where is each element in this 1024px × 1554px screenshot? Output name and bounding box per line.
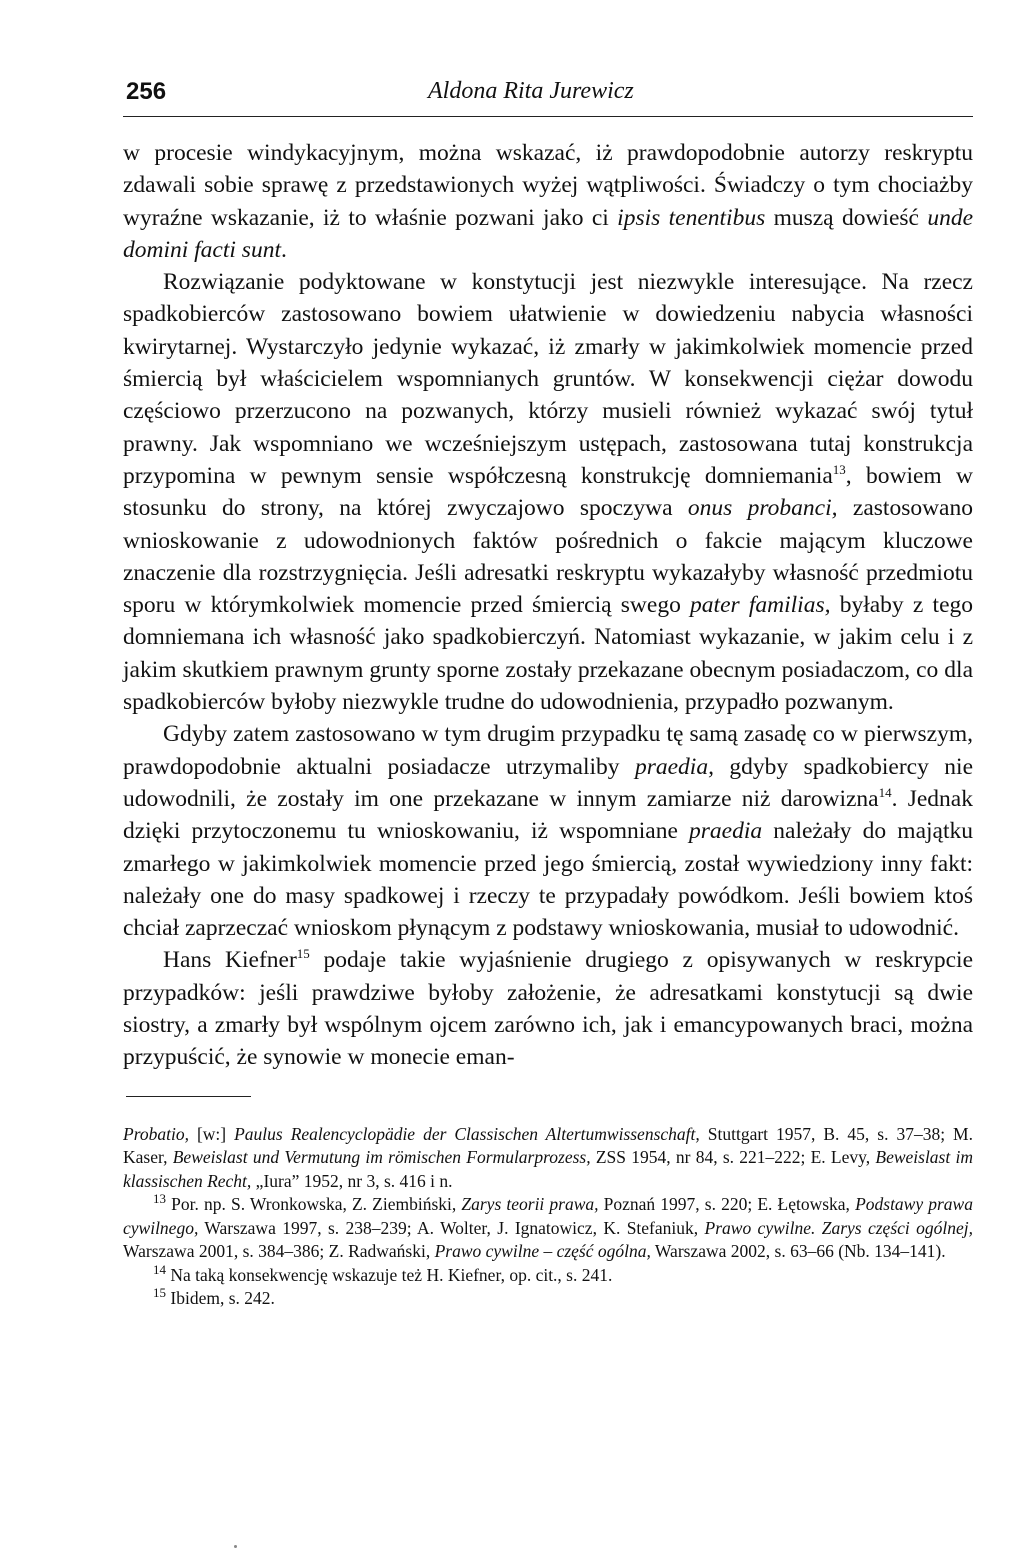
footnote: $^{13}$ Por. np. S. Wronkowska, Z. Ziembiński, Zarys teorii prawa, Poznań 1997, s. 220; E. Łętowska, Podstawy prawa cywilnego, Warszawa 1997, s. 238–239; A. Wolter, J. Ignatowicz, K. Stefaniuk, Prawo cywilne. Zarys części ogólnej, Warszawa 2001, s. 384–386; Z. Radwański, Prawo cywilne – część ogólna, Warszawa 2002, s. 63–66 (Nb. 134–141). bbox=[123, 1191, 973, 1262]
page bbox=[123, 72, 973, 1311]
paragraph: w procesie windykacyjnym, można wskazać, iż prawdopodobnie autorzy reskryptu zdawali sobie sprawę z przedstawionych wyżej wątpliwości. Świadczy o tym chociażby wyraźne wskazanie, iż to właśnie pozwani jako ci ipsis tenentibus muszą dowieść unde domini facti sunt. bbox=[123, 140, 973, 263]
footnote-ref: 13 bbox=[832, 462, 846, 478]
page-number: 256 bbox=[126, 78, 167, 105]
footnote-separator bbox=[126, 1096, 251, 1097]
page-header bbox=[123, 72, 973, 117]
footnote-ref: 14 bbox=[878, 785, 892, 801]
paragraph: Hans Kiefner$^{15}$ podaje takie wyjaśnienie drugiego z opisywanych w reskrypcie przypadków: jeśli prawdziwe byłoby założenie, że adresatkami konstytucji są dwie siostry, a zmarły był wspólnym ojcem zarówno ich, jak i emancypowanych braci, można przypuścić, że synowie w monecie eman- bbox=[123, 946, 973, 1071]
scan-speck bbox=[234, 1545, 237, 1548]
footnote-ref: 15 bbox=[296, 946, 310, 962]
footnotes bbox=[123, 1123, 973, 1311]
footnote: $^{15}$ Ibidem, s. 242. bbox=[153, 1285, 275, 1309]
running-head: Aldona Rita Jurewicz bbox=[428, 78, 634, 104]
footnote: $^{14}$ Na taką konsekwencję wskazuje też H. Kiefner, op. cit., s. 241. bbox=[153, 1261, 613, 1285]
footnote: Probatio, [w:] Paulus Realencyclopädie der Classischen Altertumwissenschaft, Stuttgart 1957, B. 45, s. 37–38; M. Kaser, Beweislast und Vermutung im römischen Formularprozess, ZSS 1954, nr 84, s. 221–222; E. Levy, Beweislast im klassischen Recht, „Iura” 1952, nr 3, s. 416 i n. bbox=[123, 1123, 973, 1191]
body-text bbox=[123, 137, 973, 1074]
paragraph: Rozwiązanie podyktowane w konstytucji jest niezwykle interesujące. Na rzecz spadkobierców zastosowano bowiem ułatwienie w dowiedzeniu nabycia własności kwirytarnej. Wystarczyło jedynie wykazać, iż zmarły w jakimkolwiek momencie przed śmiercią był właścicielem wspomnianych gruntów. W konsekwencji ciężar dowodu częściowo przerzucono na pozwanych, którzy musieli również wykazać swój tytuł prawny. Jak wspomniano we wcześniejszym ustępach, zastosowana tutaj konstrukcja przypomina w pewnym sensie współczesną konstrukcję domniemania$^{13}$, bowiem w stosunku do strony, na której zwyczajowo spoczywa onus probanci, zastosowano wnioskowanie z udowodnionych faktów pośrednich o fakcie mającym kluczowe znaczenie dla rozstrzygnięcia. Jeśli adresatki reskryptu wykazałyby własność przedmiotu sporu w którymkolwiek momencie przed śmiercią swego pater familias, byłaby z tego domniemana ich własność jako spadkobierczyń. Natomiast wykazanie, w jakim celu i z jakim skutkiem prawnym grunty sporne zostały przekazane obecnym posiadaczom, co dla spadkobierców byłoby niezwykle trudne do udowodnienia, przypadło pozwanym. bbox=[123, 269, 973, 716]
paragraph: Gdyby zatem zastosowano w tym drugim przypadku tę samą zasadę co w pierwszym, prawdopodobnie aktualni posiadacze utrzymaliby praedia, gdyby spadkobiercy nie udowodnili, że zostały im one przekazane w innym zamiarze niż darowizna$^{14}$. Jednak dzięki przytoczonemu tu wnioskowaniu, iż wspomniane praedia należały do majątku zmarłego w jakimkolwiek momencie przed jego śmiercią, został wywiedziony inny fakt: należały one do masy spadkowej i rzeczy te przypadały powódkom. Jeśli bowiem ktoś chciał zaprzeczać wnioskom płynącym z podstawy wnioskowania, musiał to udowodnić. bbox=[123, 721, 974, 942]
